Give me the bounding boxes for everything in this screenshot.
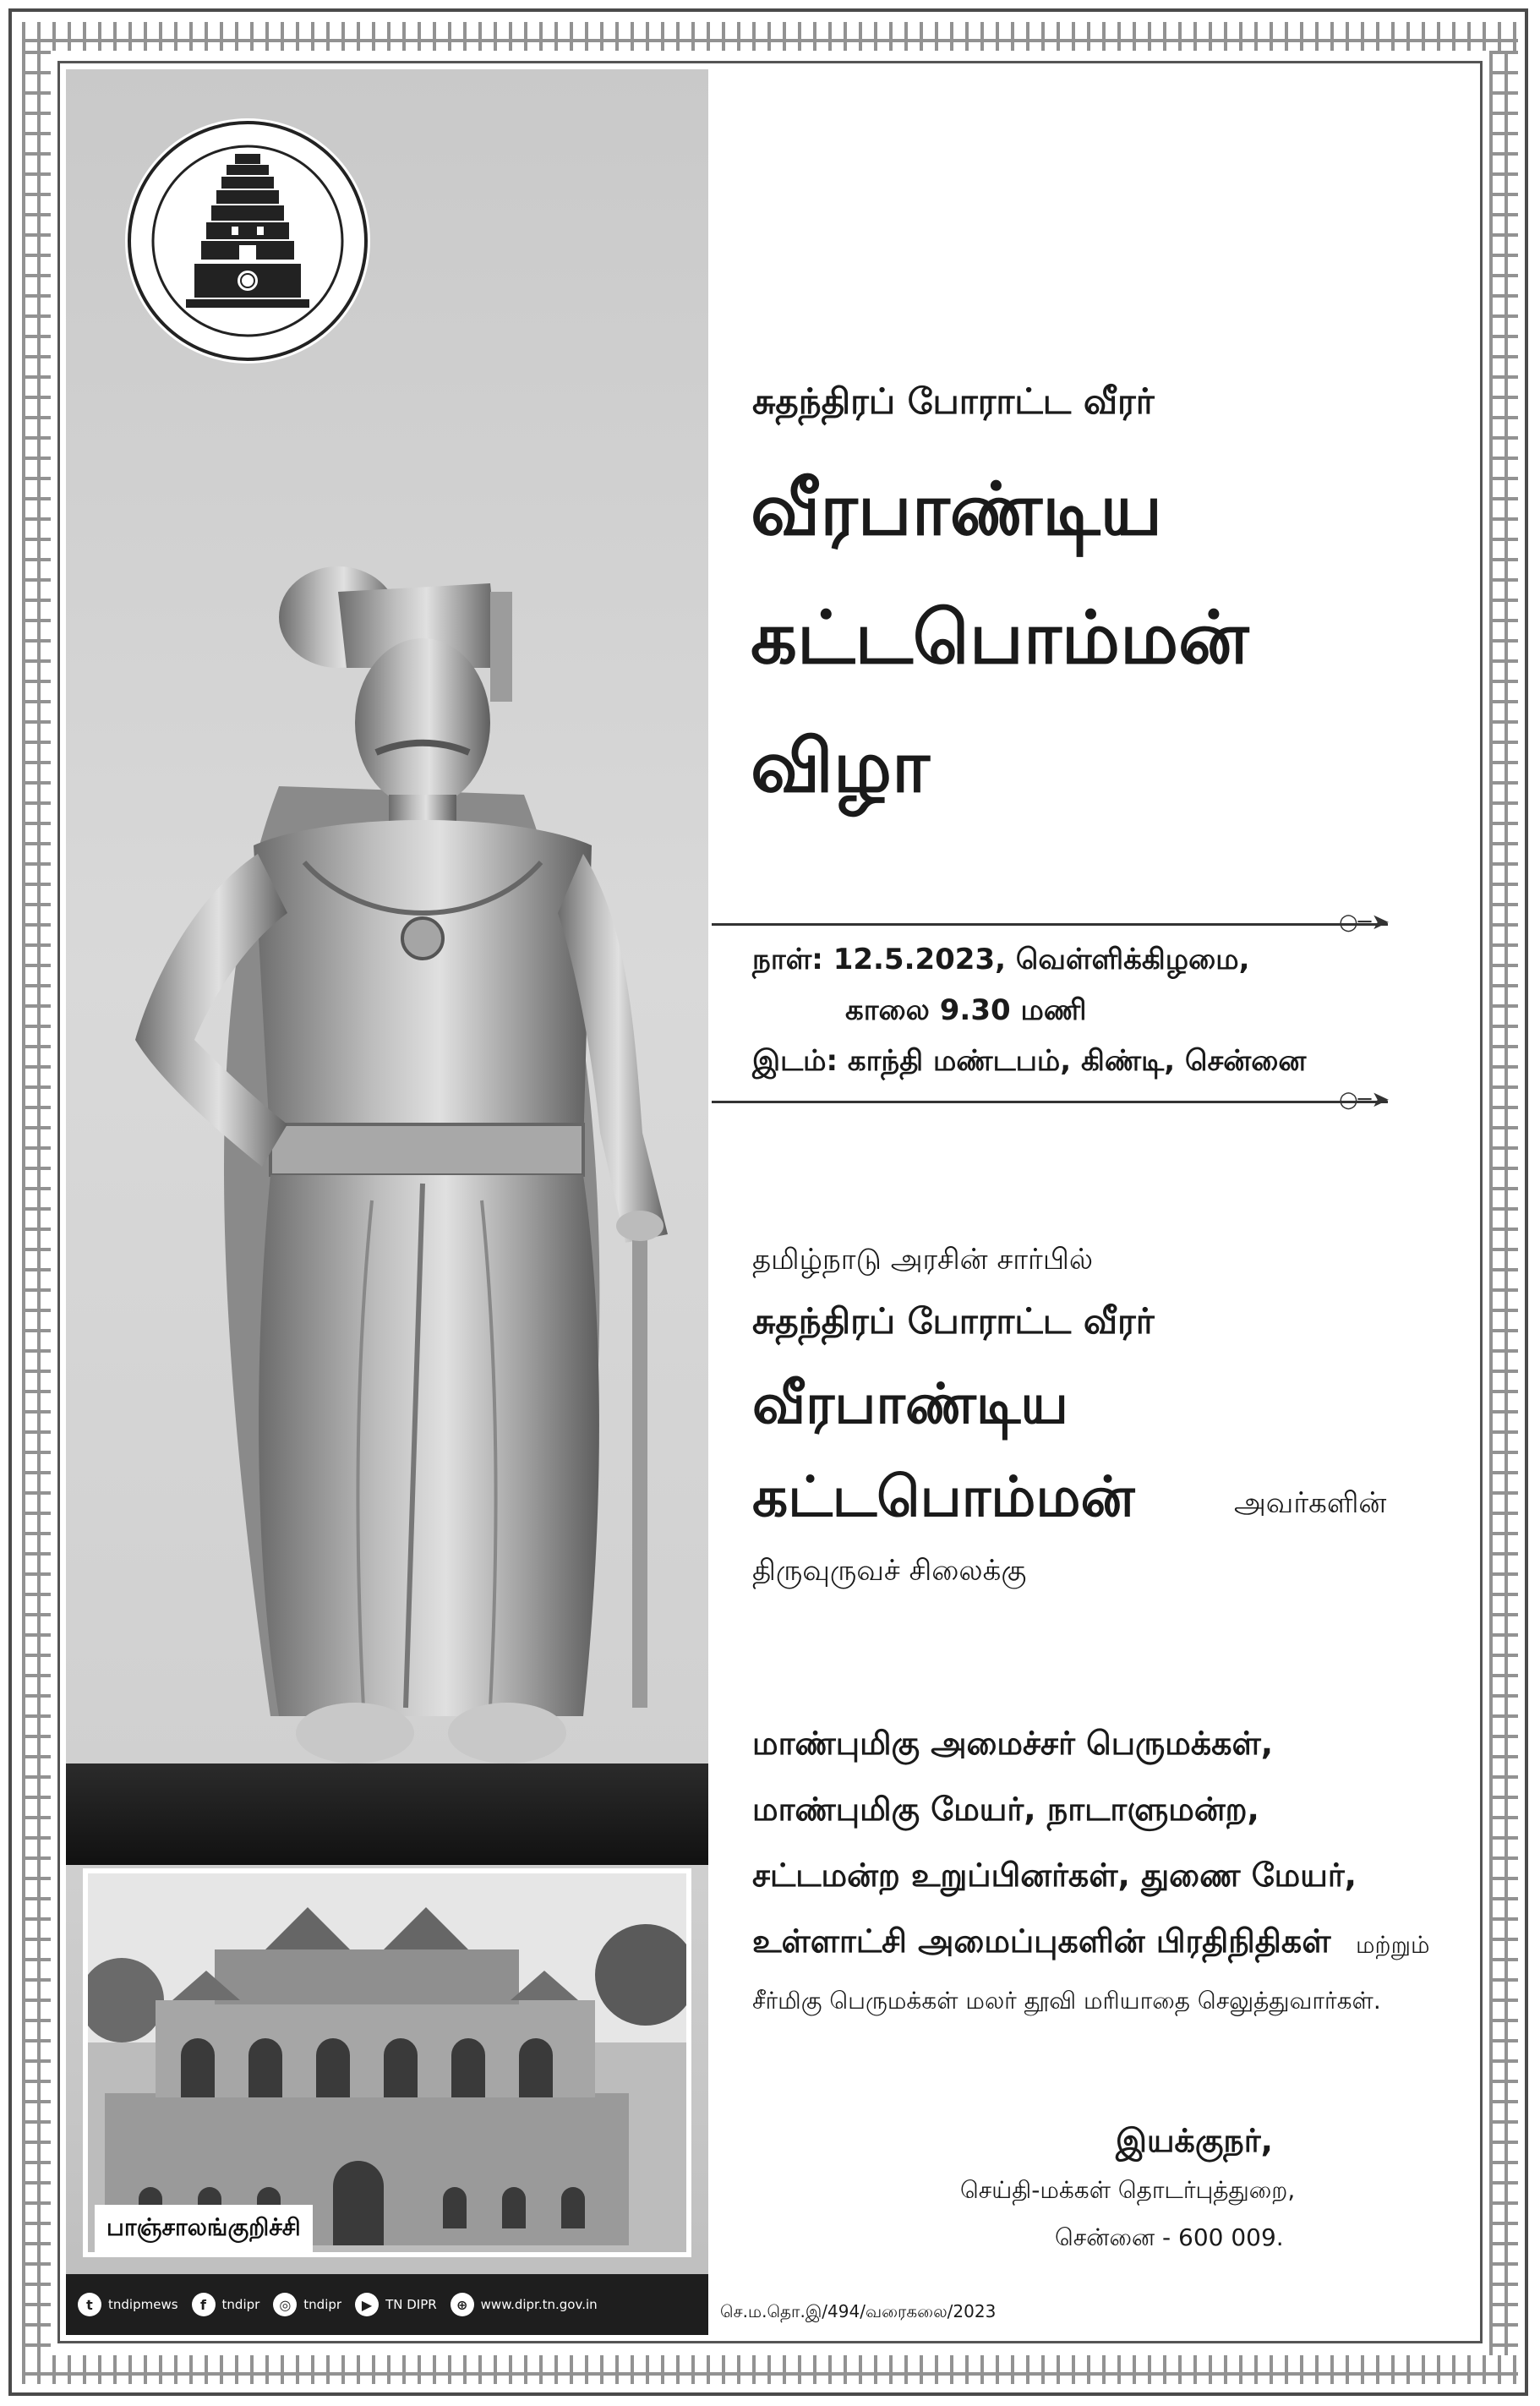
divider-top <box>712 923 1388 926</box>
border-pattern-bottom <box>22 2355 1518 2384</box>
social-twitter[interactable] <box>78 2293 178 2316</box>
social-media-bar <box>66 2274 708 2335</box>
tribute-line-3: வீரபாண்டிய <box>752 1371 1068 1436</box>
facebook-icon: f <box>192 2293 216 2316</box>
divider-bottom <box>712 1101 1388 1103</box>
social-facebook[interactable] <box>192 2293 260 2316</box>
attendees-line-5: சீர்மிகு பெருமக்கள் மலர் தூவி மரியாதை செலுத்துவார்கள். <box>752 1987 1381 2015</box>
reference-number: செ.ம.தொ.இ/494/வரைகலை/2023 <box>720 2301 997 2321</box>
statue-image <box>85 541 710 1775</box>
panchalankurichi-photo <box>83 1868 691 2257</box>
instagram-handle: tndipr <box>303 2297 342 2312</box>
title-line-3: விழா <box>751 725 930 809</box>
photo-caption: பாஞ்சாலங்குறிச்சி <box>95 2205 313 2253</box>
instagram-icon: ◎ <box>273 2293 297 2316</box>
attendees-line-1: மாண்புமிகு அமைச்சர் பெருமக்கள், <box>752 1725 1274 1762</box>
attendees-line-4: உள்ளாட்சி அமைப்புகளின் பிரதிநிதிகள் <box>752 1922 1331 1960</box>
attendees-line-2: மாண்புமிகு மேயர், நாடாளுமன்ற, <box>752 1791 1259 1828</box>
twitter-icon: t <box>78 2293 101 2316</box>
tribute-line-4-suffix: அவர்களின் <box>1234 1486 1387 1520</box>
border-pattern-right <box>1489 51 1518 2355</box>
event-venue: இடம்: காந்தி மண்டபம், கிண்டி, சென்னை <box>752 1044 1307 1078</box>
tribute-line-1: தமிழ்நாடு அரசின் சார்பில் <box>752 1243 1094 1277</box>
event-date: நாள்: 12.5.2023, வெள்ளிக்கிழமை, <box>752 943 1250 976</box>
social-youtube[interactable] <box>355 2293 437 2316</box>
social-website[interactable] <box>451 2293 598 2316</box>
social-instagram[interactable] <box>273 2293 341 2316</box>
tamil-nadu-emblem <box>125 118 370 364</box>
event-time: காலை 9.30 மணி <box>845 993 1087 1027</box>
signature-title: இயக்குநர், <box>1116 2122 1274 2159</box>
border-pattern-top <box>22 22 1518 51</box>
tribute-line-4: கட்டபொம்மன் <box>752 1464 1135 1529</box>
twitter-handle: tndipmews <box>108 2297 178 2312</box>
tribute-line-2: சுதந்திரப் போராட்ட வீரர் <box>752 1300 1155 1342</box>
attendees-line-4-suffix: மற்றும் <box>1356 1931 1430 1959</box>
tribute-line-5: திருவுருவச் சிலைக்கு <box>752 1554 1027 1588</box>
globe-icon: ⊕ <box>451 2293 474 2316</box>
title-line-1: வீரபாண்டிய <box>751 468 1163 552</box>
header-intro: சுதந்திரப் போராட்ட வீரர் <box>752 380 1155 422</box>
divider-bottom-arrow-icon: ○─➤ <box>1339 1087 1390 1113</box>
border-pattern-left <box>22 51 51 2355</box>
youtube-icon: ▶ <box>355 2293 379 2316</box>
divider-top-arrow-icon: ○─➤ <box>1339 910 1390 935</box>
signature-dept: செய்தி-மக்கள் தொடர்புத்துறை, <box>960 2176 1296 2204</box>
statue-base <box>66 1763 708 1865</box>
attendees-line-3: சட்டமன்ற உறுப்பினர்கள், துணை மேயர், <box>752 1856 1357 1894</box>
website-url: www.dipr.tn.gov.in <box>480 2297 598 2312</box>
youtube-handle: TN DIPR <box>385 2297 437 2312</box>
signature-city: சென்னை - 600 009. <box>1055 2223 1284 2251</box>
title-line-2: கட்டபொம்மன் <box>751 596 1249 681</box>
facebook-handle: tndipr <box>221 2297 260 2312</box>
